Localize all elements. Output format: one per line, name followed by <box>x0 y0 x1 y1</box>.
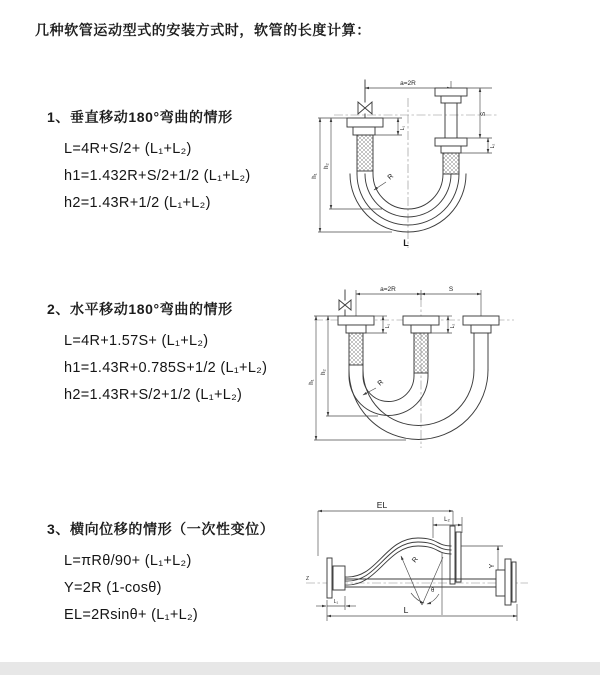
dim-label-y: Y <box>489 563 496 569</box>
diagram-vertical-180-bend <box>306 76 520 256</box>
left-flange <box>327 558 345 598</box>
dim-label-s: S <box>480 111 487 117</box>
left-flange-and-braid <box>338 316 374 376</box>
dim-label-l2: L₂ <box>444 517 450 523</box>
section-2-formulas <box>64 328 327 409</box>
radius-label: R <box>376 378 386 388</box>
section-3 <box>47 520 327 629</box>
formula: L=4R+1.57S+ (L₁+L₂) <box>64 333 209 349</box>
page-title: 几种软管运动型式的安装方式时，软管的长度计算： <box>35 22 371 38</box>
section-1-heading: 1、垂直移动180°弯曲的情形 <box>47 109 233 125</box>
dim-label-l1: L₁ <box>400 125 406 131</box>
diagram-lateral-displacement <box>300 500 533 642</box>
dim-label-h1: h₁ <box>309 379 315 385</box>
dim-label-l2: L₂ <box>450 323 456 329</box>
hose-s-curve <box>345 538 451 585</box>
dim-label-h1: h₁ <box>312 173 318 179</box>
valve-icon <box>339 290 351 316</box>
right-flange-and-braid <box>435 88 467 174</box>
dim-label-l2: L₂ <box>490 143 496 149</box>
section-3-formulas <box>64 548 327 629</box>
middle-flange-and-braid <box>403 316 439 376</box>
section-2 <box>47 300 327 409</box>
section-1-formulas <box>64 136 327 217</box>
section-2-heading: 2、水平移动180°弯曲的情形 <box>47 301 233 317</box>
formula: L=4R+S/2+ (L₁+L₂) <box>64 141 192 157</box>
right-flange <box>463 316 499 370</box>
formula: EL=2Rsinθ+ (L₁+L₂) <box>64 607 199 623</box>
left-flange-and-braid <box>347 118 383 174</box>
dim-label-s: S <box>448 286 454 293</box>
dim-label-l1: L₁ <box>333 599 339 605</box>
radius-label: R <box>386 172 396 182</box>
upper-right-flange <box>450 526 461 584</box>
dim-label-el: EL <box>376 500 388 510</box>
lower-right-flange <box>496 559 516 605</box>
section-1 <box>47 108 327 217</box>
formula: h2=1.43R+S/2+1/2 (L₁+L₂) <box>64 387 243 403</box>
angle-label: θ <box>431 588 435 594</box>
dim-label-h2: h₂ <box>321 369 327 375</box>
hose-u-bends <box>349 370 488 440</box>
formula: h1=1.432R+S/2+1/2 (L₁+L₂) <box>64 168 251 184</box>
axis-mark: Z <box>306 576 310 582</box>
length-label: L <box>403 238 409 248</box>
dim-label-l: L <box>403 605 409 615</box>
formula: L=πRθ/90+ (L₁+L₂) <box>64 553 192 569</box>
section-3-heading: 3、横向位移的情形（一次性变位） <box>47 521 275 537</box>
radius-label: R <box>411 555 420 565</box>
dim-label-h2: h₂ <box>324 163 330 169</box>
dim-label-span: a=2R <box>400 80 416 87</box>
scan-edge <box>0 662 600 675</box>
formula: h2=1.43R+1/2 (L₁+L₂) <box>64 195 211 211</box>
valve-icon <box>358 80 372 118</box>
formula: Y=2R (1-cosθ) <box>64 580 162 596</box>
dim-label-span: a=2R <box>380 286 396 293</box>
diagram-horizontal-180-bend <box>306 284 524 454</box>
formula: h1=1.43R+0.785S+1/2 (L₁+L₂) <box>64 360 268 376</box>
dim-label-l1: L₁ <box>385 323 391 329</box>
